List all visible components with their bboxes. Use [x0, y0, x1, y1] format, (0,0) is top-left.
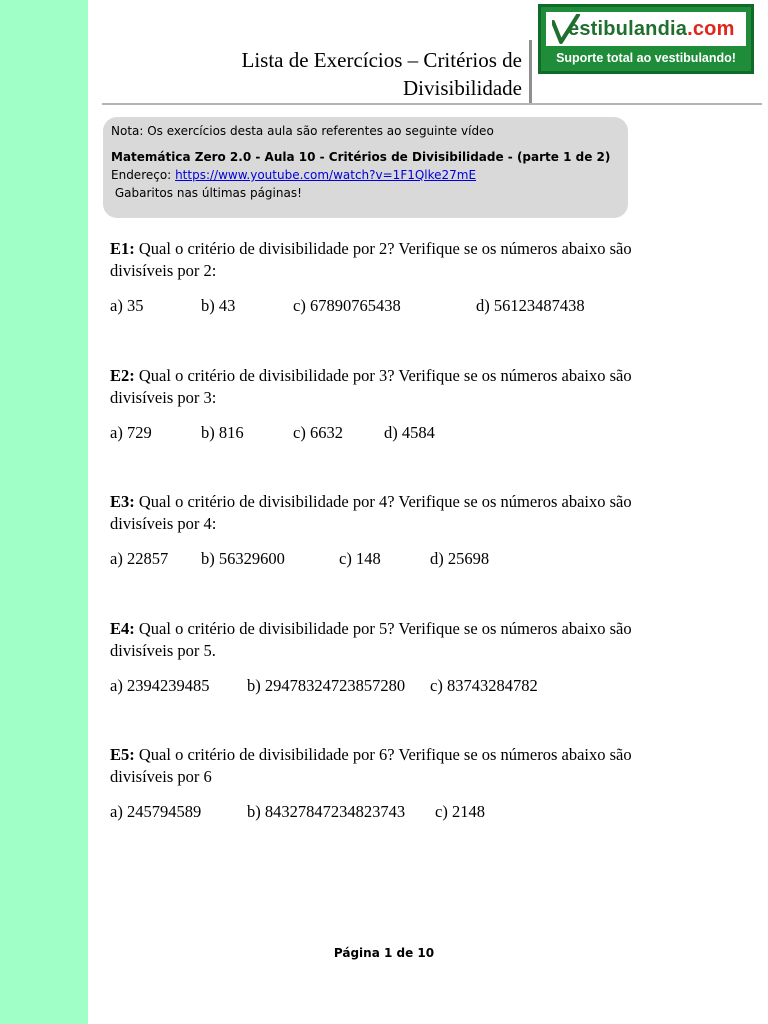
- option-b: b) 29478324723857280: [247, 676, 406, 695]
- exercise-question: [110, 744, 670, 788]
- option-a: a) 729: [110, 423, 152, 442]
- option-c: c) 6632: [293, 423, 343, 442]
- logo-name-panel: [546, 12, 746, 46]
- note-answers: [111, 184, 620, 202]
- vestibulandia-logo: [538, 4, 754, 74]
- title-line-2: Divisibilidade: [403, 76, 522, 100]
- option-d: d) 56123487438: [476, 296, 585, 315]
- exercise-question: [110, 365, 670, 409]
- option-d: d) 25698: [430, 549, 490, 568]
- option-b: b) 816: [201, 423, 244, 442]
- page-number: Página 1 de 10: [333, 946, 435, 960]
- note-answers-text: Gabaritos nas últimas páginas!: [114, 186, 302, 200]
- note-intro: Nota: Os exercícios desta aula são referentes ao seguinte vídeo: [111, 124, 494, 138]
- option-c: c) 148: [339, 549, 381, 568]
- option-a: a) 35: [110, 296, 144, 315]
- note-address-line: [111, 166, 620, 184]
- exercise-label: E2:: [110, 366, 135, 385]
- option-c: c) 67890765438: [293, 296, 401, 315]
- title-vertical-rule: [529, 40, 532, 104]
- title-line-1: Lista de Exercícios – Critérios de: [241, 48, 522, 72]
- exercise-question: [110, 491, 670, 535]
- logo-name-ext: .com: [687, 18, 735, 40]
- option-d: d) 4584: [384, 423, 435, 442]
- logo-name: [568, 16, 735, 42]
- exercise-question-text: Qual o critério de divisibilidade por 4? Verifique se os números abaixo são divisíveis por 4:: [110, 492, 632, 533]
- option-b: b) 84327847234823743: [247, 802, 406, 821]
- exercise-label: E3:: [110, 492, 135, 511]
- video-note-box: [103, 117, 628, 218]
- note-video-title: Matemática Zero 2.0 - Aula 10 - Critérios de Divisibilidade - (parte 1 de 2): [111, 150, 611, 164]
- exercise-question: [110, 618, 670, 662]
- left-sidebar-band: [0, 0, 88, 1024]
- option-a: a) 22857: [110, 549, 169, 568]
- option-b: b) 43: [201, 296, 236, 315]
- exercise-question-text: Qual o critério de divisibilidade por 6? Verifique se os números abaixo são divisíveis por 6: [110, 745, 632, 786]
- logo-slogan: Suporte total ao vestibulando!: [556, 51, 736, 65]
- exercise-question-text: Qual o critério de divisibilidade por 3? Verifique se os números abaixo são divisíveis por 3:: [110, 366, 632, 407]
- note-address-label: Endereço:: [111, 168, 172, 182]
- exercise-question-text: Qual o critério de divisibilidade por 5? Verifique se os números abaixo são divisíveis por 5.: [110, 619, 632, 660]
- option-a: a) 2394239485: [110, 676, 210, 695]
- exercise-question: [110, 238, 670, 282]
- option-a: a) 245794589: [110, 802, 202, 821]
- option-c: c) 2148: [435, 802, 485, 821]
- exercise-label: E1:: [110, 239, 135, 258]
- title-horizontal-rule: [102, 103, 762, 105]
- option-b: b) 56329600: [201, 549, 285, 568]
- exercise-label: E4:: [110, 619, 135, 638]
- option-c: c) 83743284782: [430, 676, 538, 695]
- exercise-label: E5:: [110, 745, 135, 764]
- logo-name-main: estibulandia: [568, 18, 688, 40]
- video-link[interactable]: https://www.youtube.com/watch?v=1F1Qlke27mE: [175, 168, 477, 182]
- page-title: [242, 46, 523, 102]
- exercise-question-text: Qual o critério de divisibilidade por 2? Verifique se os números abaixo são divisíveis por 2:: [110, 239, 632, 280]
